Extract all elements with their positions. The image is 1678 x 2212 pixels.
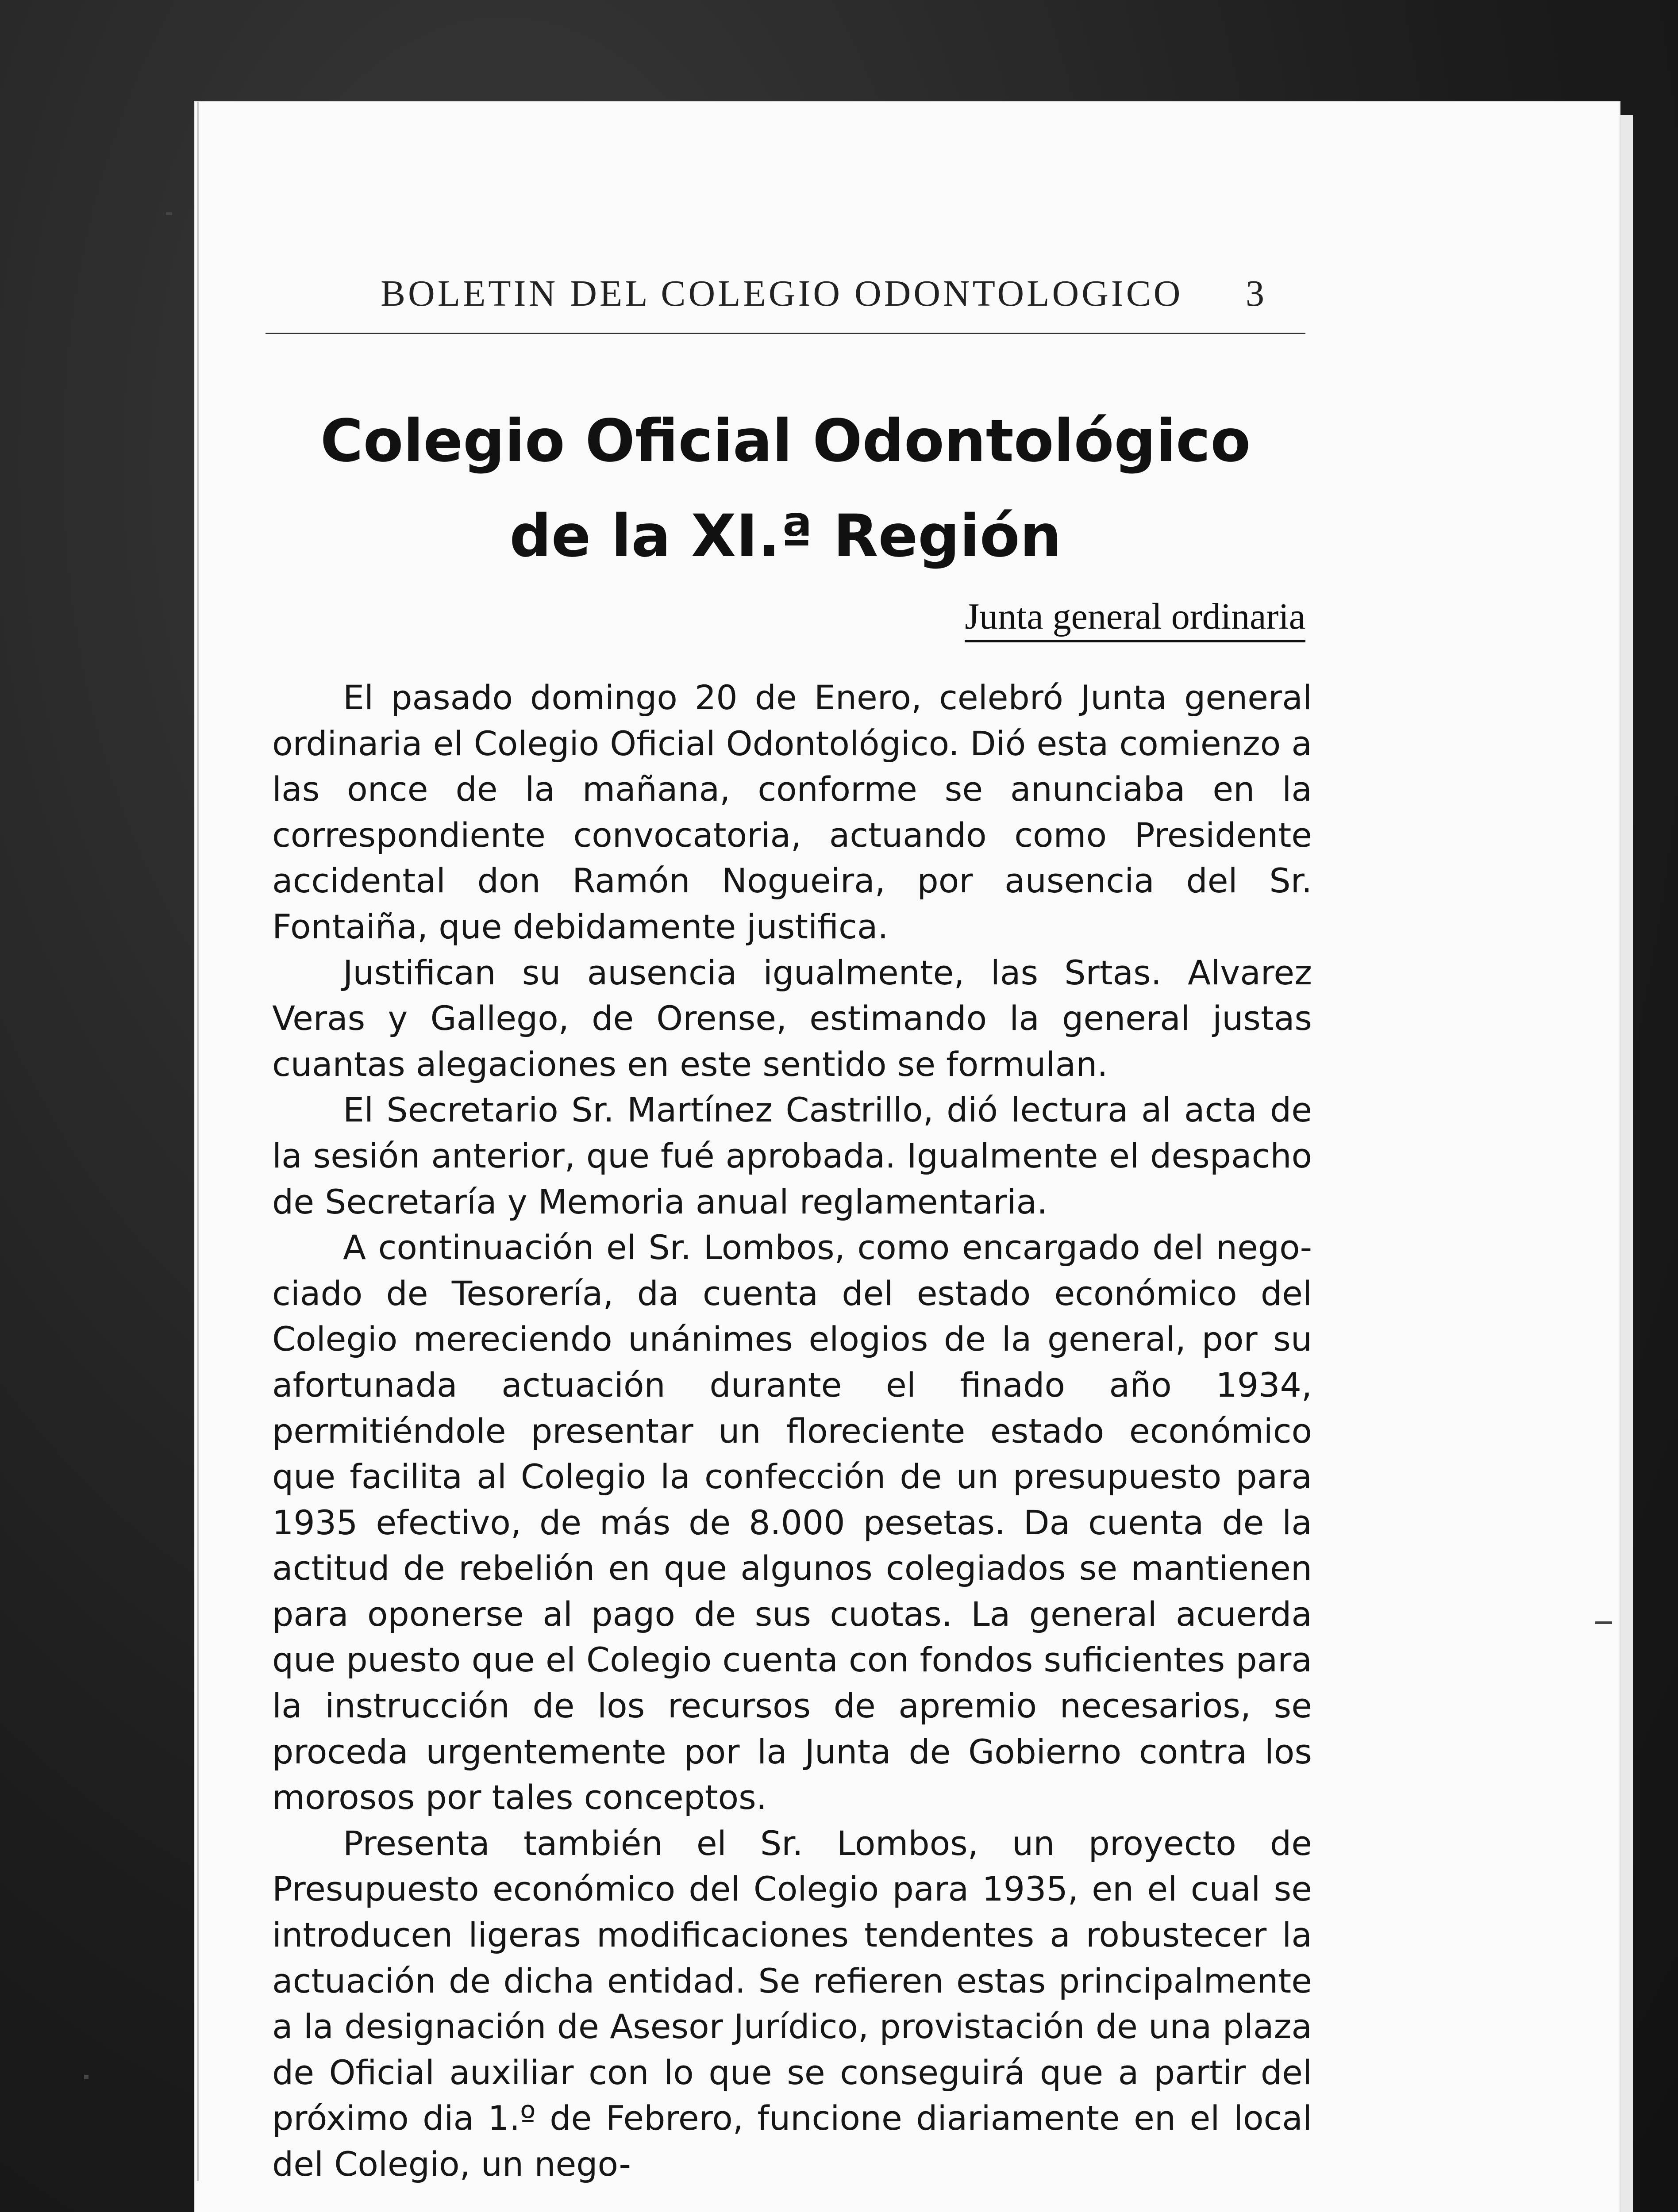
scan-speck [84,2075,89,2079]
paragraph: El pasado domingo 20 de Enero, celebró Junta general ordinaria el Colegio Oficial Odontológico. Dió esta comienzo a las once de la mañana, conforme se anunciaba en la correspondiente convocatoria, actuando como Presidente accidental don Ramón Nogueira, por ausencia del Sr. Fontaiña, que debidamente justifica. [272,678,1312,946]
header-rule [266,333,1305,334]
paragraph: Presenta también el Sr. Lombos, un proyecto de Presupuesto económico del Colegio para 1935, en el cual se introducen ligeras modificaciones tendentes a robustecer la actuación de dicha entidad. Se refieren estas principalmente a la designación de Asesor Jurídico, provistación de una plaza de Oficial auxiliar con lo que se conseguirá que a partir del próximo dia 1.º de Febrero, funcione diariamente en el local del Colegio, un nego- [272,1823,1312,2184]
subheading-text: Junta general ordinaria [965,596,1305,642]
section-subheading [841,595,1305,638]
article-body [272,675,1312,2187]
page-number: 3 [1246,273,1267,314]
paragraph: Justifican su ausencia igualmente, las Srtas. Alvarez Veras y Gallego, de Orense, estimando la general justas cuantas alegaciones en este sentido se formulan. [272,952,1312,1084]
paragraph: A continuación el Sr. Lombos, como encargado del negociado de Tesorería, da cuenta del estado económico del Colegio mereciendo unánimes elogios de la general, por su afortunada actuación durante el finado año 1934, permitiéndole presentar un floreciente estado económico que facilita al Colegio la confección de un presupuesto para 1935 efectivo, de más de 8.000 pesetas. Da cuenta de la actitud de rebelión en que algunos colegiados se mantienen para oponerse al pago de sus cuotas. La general acuerda que puesto que el Colegio cuenta con fondos suficientes para la instrucción de los recursos de apremio necesarios, se proceda urgentemente por la Junta de Gobierno contra los morosos por tales conceptos. [272,1228,1312,1817]
article-title [266,394,1305,584]
scan-speck [166,212,172,215]
binding-edge [197,102,199,2181]
running-header [266,263,1310,316]
paragraph: El Secretario Sr. Martínez Castrillo, dió lectura al acta de la sesión anterior, que fué aprobada. Igualmente el despacho de Secretaría y Memoria anual reglamentaria. [272,1090,1312,1221]
article-title-line-2: de la XI.ª Región [509,502,1062,570]
journal-title: BOLETIN DEL COLEGIO ODONTOLOGICO [381,273,1183,314]
article-title-line-1: Colegio Oficial Odontológico [320,407,1251,475]
scan-speck [1595,1621,1612,1624]
